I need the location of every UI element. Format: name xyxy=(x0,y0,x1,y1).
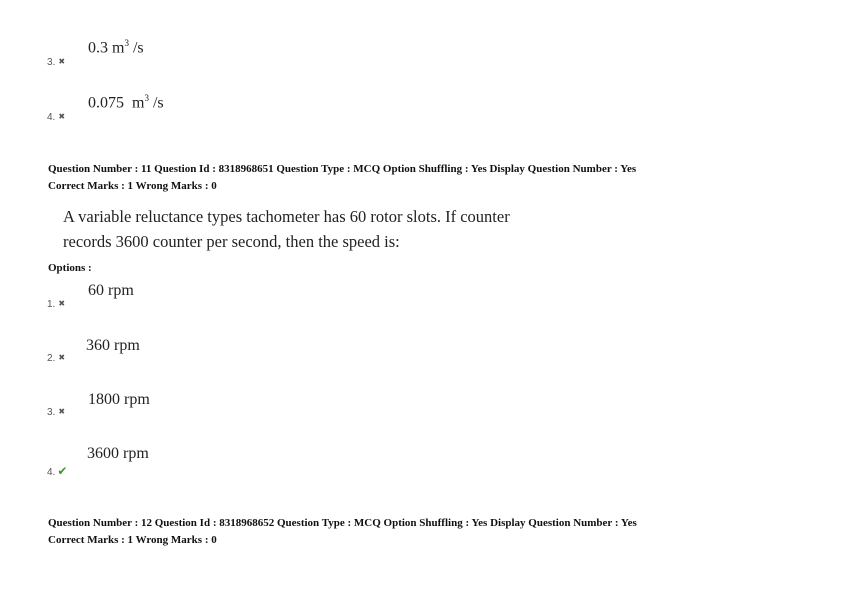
prev-option-4-marker xyxy=(47,112,65,123)
option-1-text: 60 rpm xyxy=(88,282,134,299)
prev-option-4-value: 0.075 xyxy=(88,94,124,112)
option-3-text: 1800 rpm xyxy=(88,391,150,408)
check-icon: ✔ xyxy=(57,464,68,478)
prev-option-3-exponent: 3 xyxy=(124,38,129,48)
cross-icon: ✖ xyxy=(58,57,66,66)
prev-option-3-unit-rest: /s xyxy=(128,39,144,57)
option-number: 4. xyxy=(47,467,56,478)
option-4-marker xyxy=(47,464,67,478)
prev-option-4-exponent: 3 xyxy=(144,93,149,103)
prev-option-3-text xyxy=(88,38,144,57)
cross-icon: ✖ xyxy=(58,112,66,121)
option-2-marker xyxy=(47,353,65,364)
question-12-meta-line1: Question Number : 12 Question Id : 8318968652 Question Type : MCQ Option Shuffling : Yes Display Question Number : Yes xyxy=(48,517,637,529)
option-number: 2. xyxy=(47,353,56,364)
question-11-meta-line2: Correct Marks : 1 Wrong Marks : 0 xyxy=(48,180,217,192)
question-11-text-line1: A variable reluctance types tachometer has 60 rotor slots. If counter xyxy=(63,207,510,226)
option-4-text: 3600 rpm xyxy=(87,445,149,462)
cross-icon: ✖ xyxy=(58,407,66,416)
option-number: 3. xyxy=(47,57,56,68)
question-11-meta-line1: Question Number : 11 Question Id : 8318968651 Question Type : MCQ Option Shuffling : Yes Display Question Number : Yes xyxy=(48,163,637,175)
prev-option-3-marker xyxy=(47,57,65,68)
prev-option-4-text xyxy=(88,93,164,112)
prev-option-4-unit: m xyxy=(132,94,145,112)
option-3-marker xyxy=(47,407,65,418)
cross-icon: ✖ xyxy=(58,299,66,308)
question-11-text-line2: records 3600 counter per second, then the speed is: xyxy=(63,232,400,251)
option-number: 3. xyxy=(47,407,56,418)
option-number: 4. xyxy=(47,112,56,123)
option-1-marker xyxy=(47,299,65,310)
prev-option-3-unit: m xyxy=(112,39,125,57)
prev-option-4-unit-rest: /s xyxy=(148,94,164,112)
options-label: Options : xyxy=(48,262,92,274)
question-12-meta-line2: Correct Marks : 1 Wrong Marks : 0 xyxy=(48,534,217,546)
option-2-text: 360 rpm xyxy=(86,337,140,354)
option-number: 1. xyxy=(47,299,56,310)
prev-option-3-value: 0.3 xyxy=(88,39,108,57)
cross-icon: ✖ xyxy=(58,353,66,362)
